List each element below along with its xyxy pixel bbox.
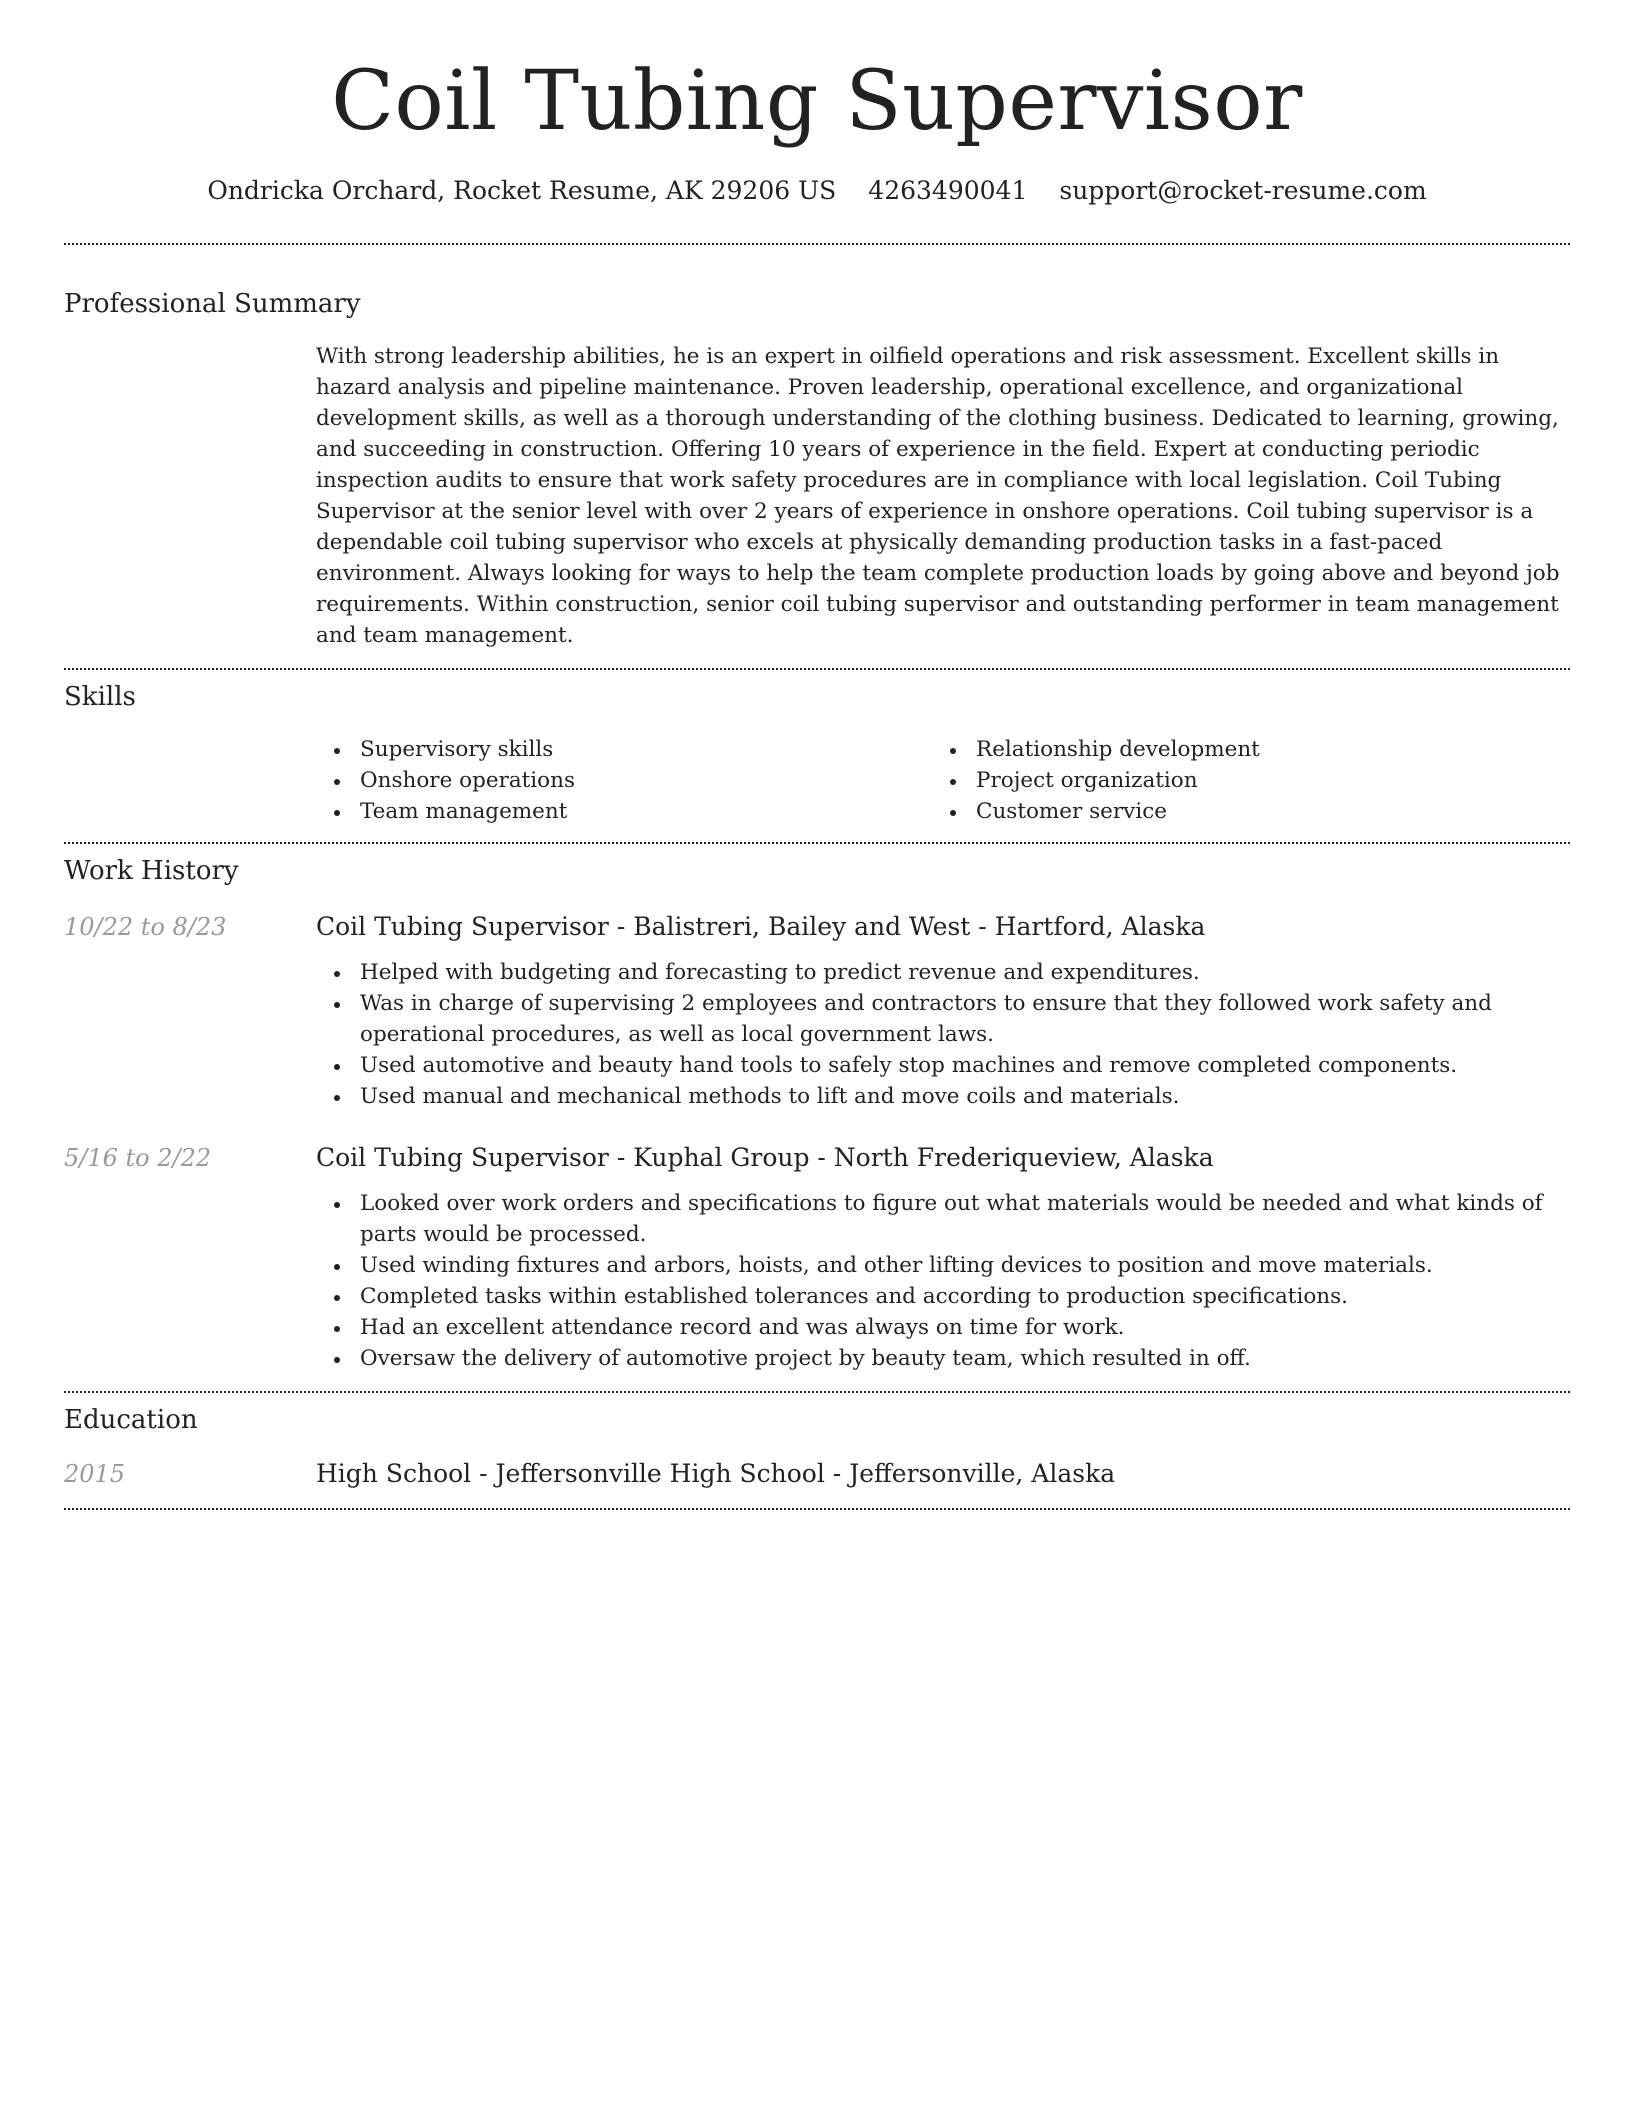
resume-title: Coil Tubing Supervisor	[331, 54, 1303, 149]
email: support@rocket-resume.com	[1059, 176, 1427, 205]
section-title-education: Education	[64, 1405, 198, 1435]
job-entry	[64, 910, 1570, 1112]
skills-list	[316, 734, 1570, 842]
job-body	[316, 910, 1570, 1112]
contact-line	[64, 174, 1570, 208]
job-dates: 10/22 to 8/23	[64, 913, 227, 941]
job-bullet: Looked over work orders and specifications to figure out what materials would be needed and what kinds of parts would be processed.	[316, 1188, 1570, 1250]
address: Ondricka Orchard, Rocket Resume, AK 29206 US	[207, 176, 837, 205]
job-bullet: Oversaw the delivery of automotive project by beauty team, which resulted in off.	[316, 1343, 1570, 1374]
job-bullet: Was in charge of supervising 2 employees and contractors to ensure that they followed work safety and operational procedures, as well as local government laws.	[316, 988, 1570, 1050]
divider	[64, 668, 1570, 670]
resume-page	[64, 0, 1570, 1510]
job-body	[316, 1141, 1570, 1374]
divider	[64, 1391, 1570, 1393]
education-entry	[64, 1457, 1570, 1508]
section-title-summary: Professional Summary	[64, 289, 361, 319]
skills-column-left	[316, 734, 932, 827]
job-bullet: Helped with budgeting and forecasting to predict revenue and expenditures.	[316, 957, 1570, 988]
job-bullet: Used winding fixtures and arbors, hoists, and other lifting devices to position and move materials.	[316, 1250, 1570, 1281]
section-title-skills: Skills	[64, 682, 136, 712]
job-bullet: Used automotive and beauty hand tools to safely stop machines and remove completed components.	[316, 1050, 1570, 1081]
skill-item: Relationship development	[932, 734, 1548, 765]
education-year: 2015	[64, 1460, 126, 1488]
job-bullet: Had an excellent attendance record and was always on time for work.	[316, 1312, 1570, 1343]
skill-item: Project organization	[932, 765, 1548, 796]
job-heading: Coil Tubing Supervisor - Balistreri, Bailey and West - Hartford, Alaska	[316, 912, 1206, 941]
divider	[64, 842, 1570, 844]
skill-item: Customer service	[932, 796, 1548, 827]
job-dates: 5/16 to 2/22	[64, 1144, 212, 1172]
job-heading: Coil Tubing Supervisor - Kuphal Group - North Frederiqueview, Alaska	[316, 1143, 1214, 1172]
job-bullets	[316, 1188, 1570, 1374]
skill-item: Onshore operations	[316, 765, 932, 796]
divider	[64, 1508, 1570, 1510]
job-entry	[64, 1141, 1570, 1391]
section-title-work: Work History	[64, 856, 239, 886]
skills-column-right	[932, 734, 1548, 827]
summary-text: With strong leadership abilities, he is an expert in oilfield operations and risk assessment. Excellent skills in hazard analysis and pipeline maintenance. Proven leadership, operational excellence, and organizational development skills, as well as a thorough understanding of the clothing business. Dedicated to learning, growing, and succeeding in construction. Offering 10 years of experience in the field. Expert at conducting periodic inspection audits to ensure that work safety procedures are in compliance with local legislation. Coil Tubing Supervisor at the senior level with over 2 years of experience in onshore operations. Coil tubing supervisor is a dependable coil tubing supervisor who excels at physically demanding production tasks in a fast-paced environment. Always looking for ways to help the team complete production loads by going above and beyond job requirements. Within construction, senior coil tubing supervisor and outstanding performer in team management and team management.	[316, 344, 1560, 648]
job-bullet: Completed tasks within established tolerances and according to production specifications.	[316, 1281, 1570, 1312]
job-bullets	[316, 957, 1570, 1112]
skill-item: Supervisory skills	[316, 734, 932, 765]
phone: 4263490041	[868, 176, 1028, 205]
divider	[64, 243, 1570, 245]
education-heading: High School - Jeffersonville High School - Jeffersonville, Alaska	[316, 1459, 1116, 1488]
skill-item: Team management	[316, 796, 932, 827]
job-bullet: Used manual and mechanical methods to lift and move coils and materials.	[316, 1081, 1570, 1112]
